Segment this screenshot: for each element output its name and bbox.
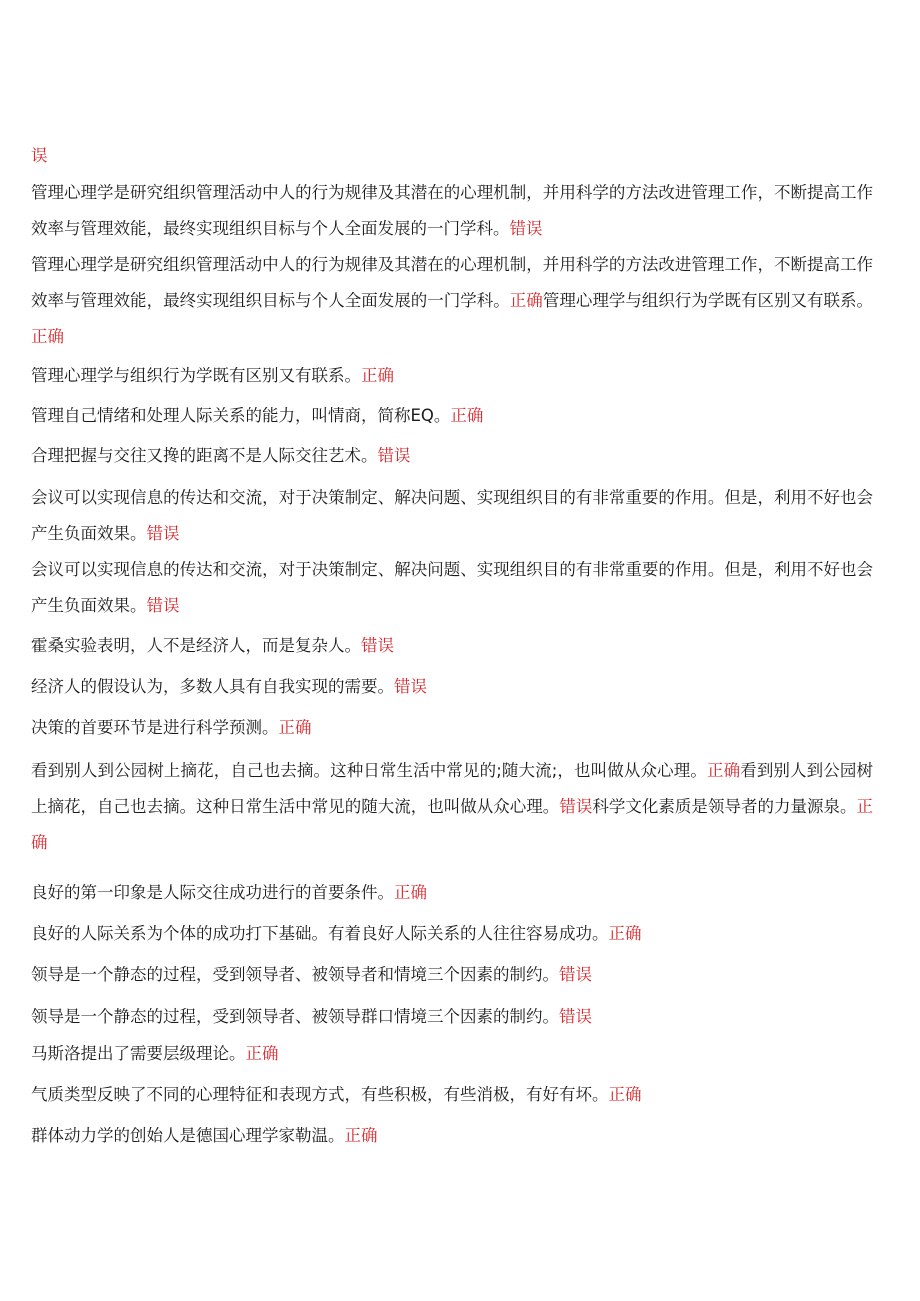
answer-label: 错误 [559, 965, 592, 984]
answer-label: 错误 [146, 596, 180, 615]
paragraph-1 [31, 138, 873, 174]
answer-label: 正确 [344, 1126, 378, 1145]
paragraph-6 [31, 438, 873, 474]
paragraph-19 [31, 1118, 873, 1154]
statement-text: 领导是一个静态的过程，受到领导者、被领导群口情境三个因素的制约。 [31, 1007, 559, 1026]
paragraph-16 [31, 999, 873, 1035]
answer-label: 正确 [31, 797, 874, 852]
answer-label: 正确 [608, 1085, 642, 1104]
paragraph-3 [31, 247, 873, 355]
paragraph-13 [31, 875, 873, 911]
statement-text: 管理心理学是研究组织管理活动中人的行为规律及其潜在的心理机制，并用科学的方法改进管理工作，不断提高工作效率与管理效能，最终实现组织目标与个人全面发展的一门学科。 [31, 183, 873, 238]
answer-label: 正确 [394, 883, 427, 902]
paragraph-15 [31, 957, 873, 993]
answer-label: 错误 [509, 219, 543, 238]
statement-text: 马斯洛提出了需要层级理论。 [31, 1044, 246, 1063]
statement-text: 科学文化素质是领导者的力量源泉。 [592, 797, 857, 816]
answer-label: 错误 [559, 1007, 592, 1026]
paragraph-5 [31, 398, 873, 434]
answer-label: 正确 [706, 761, 741, 780]
paragraph-2 [31, 175, 873, 247]
answer-label: 正确 [245, 1044, 279, 1063]
answer-label: 正确 [361, 366, 394, 385]
answer-label: 错误 [394, 677, 427, 696]
paragraph-4 [31, 358, 873, 394]
statement-text: 霍桑实验表明，人不是经济人，而是复杂人。 [31, 636, 361, 655]
statement-text: 经济人的假设认为，多数人具有自我实现的需要。 [31, 677, 394, 696]
statement-text: 决策的首要环节是进行科学预测。 [31, 718, 279, 737]
statement-text: 会议可以实现信息的传达和交流，对于决策制定、解决问题、实现组织目的有非常重要的作用。但是，利用不好也会产生负面效果。 [31, 488, 873, 543]
paragraph-9 [31, 628, 873, 664]
statement-text: 群体动力学的创始人是德国心理学家勒温。 [31, 1126, 345, 1145]
answer-label: 错误 [559, 797, 593, 816]
statement-text: 合理把握与交往又搀的距离不是人际交往艺术。 [31, 446, 378, 465]
statement-text: 管理自己情绪和处理人际关系的能力，叫情商，简称EQ。 [31, 406, 451, 425]
paragraph-11 [31, 710, 873, 746]
statement-text: 管理心理学是研究组织管理活动中人的行为规律及其潜在的心理机制，并用科学的方法改进管理工作，不断提高工作效率与管理效能，最终实现组织目标与个人全面发展的一门学科。 [31, 255, 873, 310]
statement-text: 领导是一个静态的过程，受到领导者、被领导者和情境三个因素的制约。 [31, 965, 559, 984]
paragraph-8 [31, 552, 873, 624]
statement-text: 会议可以实现信息的传达和交流，对于决策制定、解决问题、实现组织目的有非常重要的作用。但是，利用不好也会产生负面效果。 [31, 560, 873, 615]
answer-label: 错误 [146, 524, 180, 543]
paragraph-12 [31, 753, 873, 861]
answer-label: 正确 [608, 924, 642, 943]
paragraph-10 [31, 669, 873, 705]
answer-label: 错误 [361, 636, 394, 655]
answer-label: 正确 [509, 291, 543, 310]
statement-text: 良好的第一印象是人际交往成功进行的首要条件。 [31, 883, 394, 902]
answer-label: 正确 [450, 406, 484, 425]
answer-label: 错误 [377, 446, 411, 465]
paragraph-18 [31, 1077, 873, 1113]
answer-label: 正确 [31, 327, 64, 346]
paragraph-7 [31, 480, 873, 552]
statement-text: 管理心理学与组织行为学既有区别又有联系。 [542, 291, 874, 310]
answer-label: 误 [31, 146, 48, 165]
statement-text: 气质类型反映了不同的心理特征和表现方式，有些积极，有些消极，有好有坏。 [31, 1085, 609, 1104]
statement-text: 看到别人到公园树上摘花，自己也去摘。这种日常生活中常见的随大流，也叫做从众心理。 [31, 761, 874, 816]
paragraph-17 [31, 1036, 873, 1072]
statement-text: 良好的人际关系为个体的成功打下基础。有着良好人际关系的人往往容易成功。 [31, 924, 609, 943]
paragraph-14 [31, 916, 873, 952]
statement-text: 看到别人到公园树上摘花，自己也去摘。这种日常生活中常见的;随大流;，也叫做从众心理。 [31, 761, 707, 780]
answer-label: 正确 [278, 718, 312, 737]
statement-text: 管理心理学与组织行为学既有区别又有联系。 [31, 366, 361, 385]
